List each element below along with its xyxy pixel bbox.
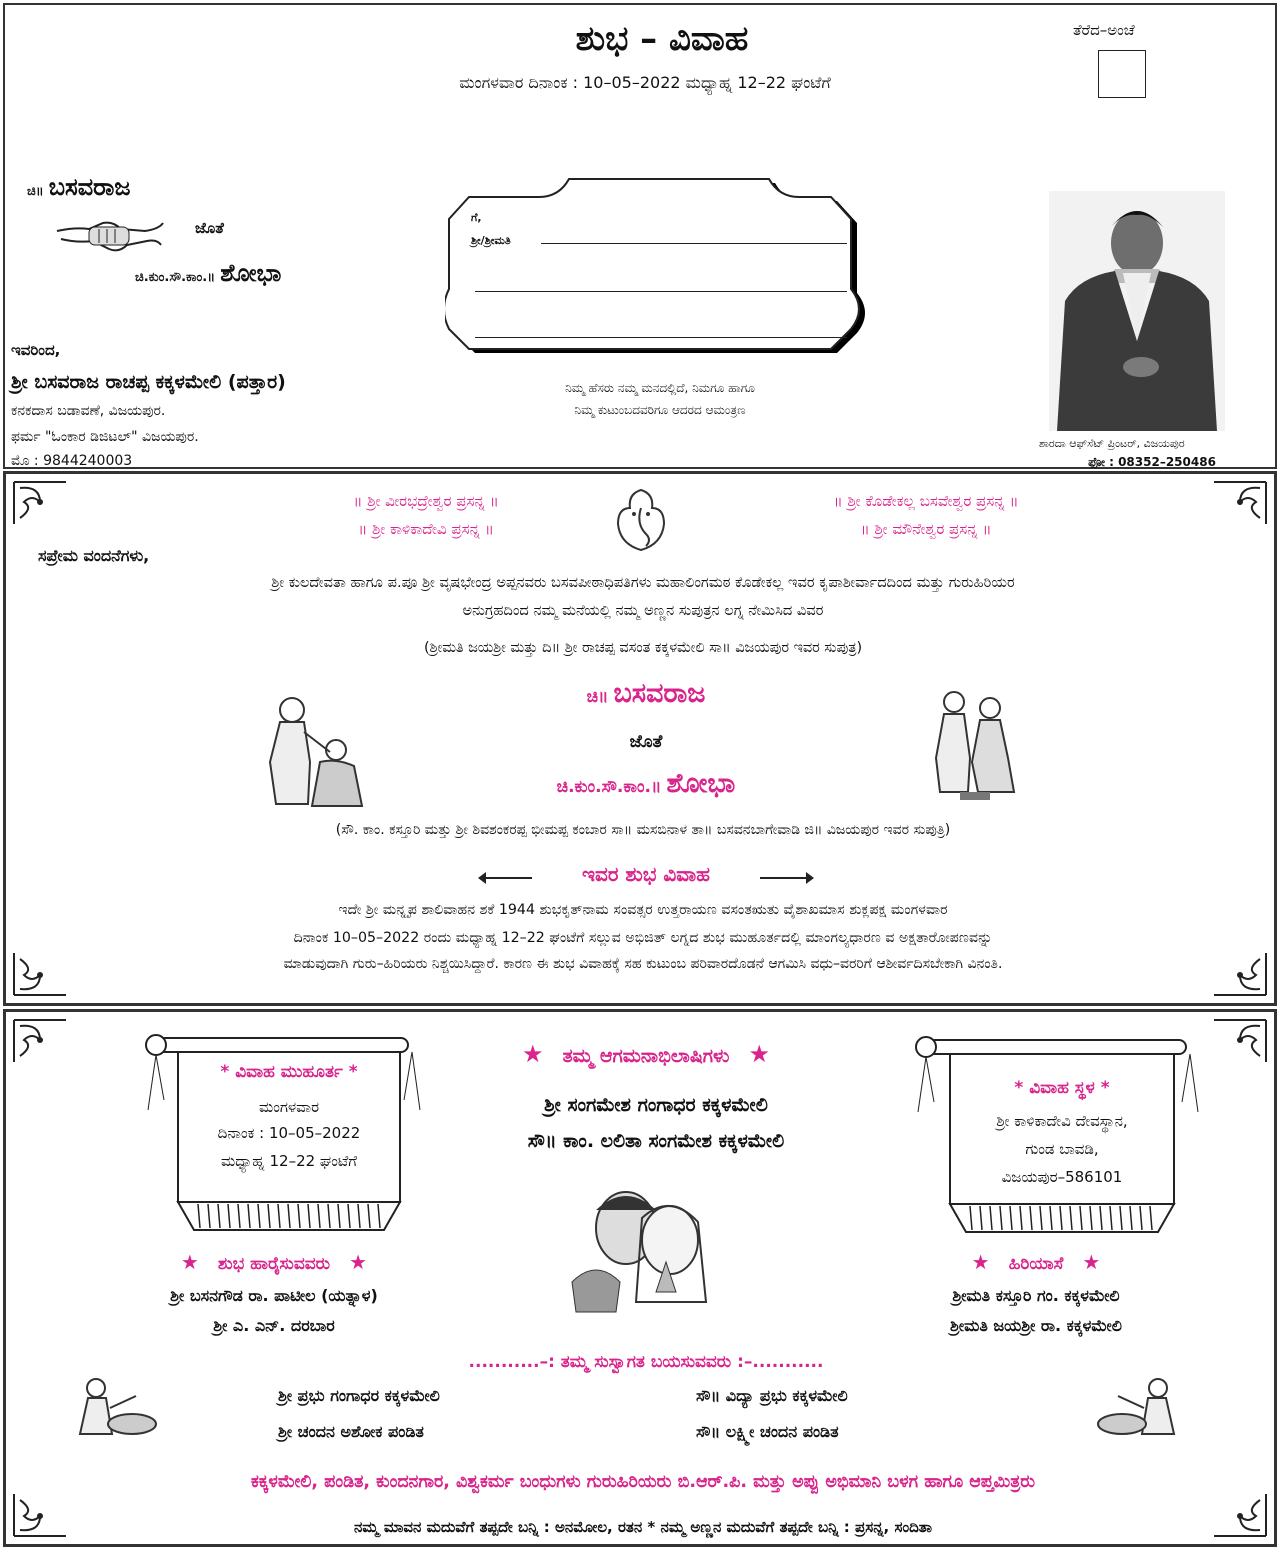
hosts-title: ತಮ್ಮ ಆಗಮನಾಭಿಲಾಷಿಗಳು	[562, 1045, 730, 1067]
address-note-1: ನಿಮ್ಮ ಹೆಸರು ನಮ್ಮ ಮನದಲ್ಲಿದೆ, ನಿಮಗೂ ಹಾಗೂ	[565, 381, 755, 395]
groom-parents: (ಶ್ರೀಮತಿ ಜಯಶ್ರೀ ಮತ್ತು ದಿ॥ ಶ್ರೀ ರಾಚಪ್ಪ ವಸಂತ ಕಕ್ಕಳಮೇಲಿ ಸಾ॥ ವಿಜಯಪುರ ಇವರ ಸುಪುತ್ರ)	[423, 640, 863, 656]
venue-title: * ವಿವಾಹ ಸ್ಥಳ *	[1014, 1078, 1110, 1098]
star-icon: ★	[1082, 1250, 1101, 1274]
ganesha-icon	[606, 484, 676, 556]
invite-panel	[3, 471, 1277, 1006]
sender-name: ಶ್ರೀ ಬಸವರಾಜ ರಾಚಪ್ಪ ಕಕ್ಕಳಮೇಲಿ (ಪತ್ತಾರ)	[11, 371, 286, 393]
corner-flourish-icon	[10, 478, 70, 528]
drummer-illustration-right	[1088, 1374, 1188, 1444]
hosts-heading	[436, 1040, 856, 1068]
welcome-left-1: ಶ್ರೀ ಪ್ರಭು ಗಂಗಾಧರ ಕಕ್ಕಳಮೇಲಿ	[278, 1386, 440, 1405]
muhurta-day: ಮಂಗಳವಾರ	[258, 1098, 320, 1116]
corner-flourish-icon	[1210, 478, 1270, 528]
bride-name-main	[396, 768, 896, 800]
corner-flourish-icon	[10, 1016, 70, 1066]
star-icon: ★	[748, 1040, 771, 1068]
elders-title: ಹಿರಿಯಾಸೆ	[1008, 1254, 1064, 1274]
host-line-2: ಸೌ॥ ಕಾಂ. ಲಲಿತಾ ಸಂಗಮೇಶ ಕಕ್ಕಳಮೇಲಿ	[527, 1130, 785, 1152]
groom-name: ಬಸವರಾಜ	[48, 173, 131, 201]
groom-prefix: ಚಿ॥	[27, 184, 44, 199]
invite-paragraph-2: ಅನುಗ್ರಹದಿಂದ ನಮ್ಮ ಮನೆಯಲ್ಲಿ ನಮ್ಮ ಅಣ್ಣನ ಸುಪುತ್ರನ ಲಗ್ನ ನೇಮಿಸಿದ ವಿವರ	[462, 602, 824, 619]
couple-illustration-center	[566, 1182, 726, 1318]
corner-flourish-icon	[10, 1490, 70, 1540]
blessing-left-1: ॥ ಶ್ರೀ ವೀರಭದ್ರೇಶ್ವರ ಪ್ರಸನ್ನ ॥	[353, 492, 499, 510]
venue-line-1: ಶ್ರೀ ಕಾಳಿಕಾದೇವಿ ದೇವಸ್ಥಾನ,	[996, 1112, 1128, 1130]
groom-prefix-main: ಚಿ॥	[586, 687, 609, 707]
address-to: ಗೆ,	[471, 211, 482, 224]
bride-main: ಶೋಭಾ	[666, 768, 736, 799]
muhurta-time: ಮಧ್ಯಾಹ್ನ 12–22 ಘಂಟೆಗೆ	[220, 1152, 357, 1170]
address-note-2: ನಿಮ್ಮ ಕುಟುಂಬದವರಿಗೂ ಆದರದ ಆಮಂತ್ರಣ	[574, 403, 746, 417]
wisher-line-2: ಶ್ರೀ ಎ. ಎನ್. ದರಬಾರ	[213, 1316, 335, 1335]
star-icon: ★	[180, 1250, 199, 1274]
invite-body-2: ದಿನಾಂಕ 10–05–2022 ರಂದು ಮಧ್ಯಾಹ್ನ 12–22 ಘಂಟೆಗೆ ಸಲ್ಲುವ ಅಭಿಜಿತ್ ಲಗ್ನದ ಶುಭ ಮುಹೂರ್ತದಲ್ಲಿ ಮಾಂಗಲ್ಯಧಾರಣ ವ ಅಕ್ಷತಾರೋಪಣವನ್ನು	[293, 930, 993, 946]
star-icon: ★	[521, 1040, 544, 1068]
divider-ornament-right-icon	[760, 868, 816, 888]
blessing-right-2: ॥ ಶ್ರೀ ಮೌನೇಶ್ವರ ಪ್ರಸನ್ನ ॥	[860, 520, 992, 538]
muhurta-title: * ವಿವಾಹ ಮುಹೂರ್ತ *	[220, 1062, 358, 1082]
host-line-1: ಶ್ರೀ ಸಂಗಮೇಶ ಗಂಗಾಧರ ಕಕ್ಕಳಮೇಲಿ	[544, 1094, 768, 1116]
groom-name-main	[396, 678, 896, 710]
drummer-illustration-left	[66, 1374, 166, 1444]
wisher-line-1: ಶ್ರೀ ಬಸನಗೌಡ ರಾ. ಪಾಟೀಲ (ಯತ್ನಾಳ)	[170, 1286, 378, 1305]
kids-line: ನಮ್ಮ ಮಾವನ ಮದುವೆಗೆ ತಪ್ಪದೇ ಬನ್ನಿ : ಅನಮೋಲ, ರತನ * ನಮ್ಮ ಅಣ್ಣನ ಮದುವೆಗೆ ತಪ್ಪದೇ ಬನ್ನಿ : ಪ್ರಸನ್ನ, ಸಂದಿತಾ	[353, 1518, 933, 1536]
wishers-title: ಶುಭ ಹಾರೈಸುವವರು	[217, 1254, 331, 1274]
invite-body-1: ಇದೇ ಶ್ರೀ ಮನ್ನೃಪ ಶಾಲಿವಾಹನ ಶಕೆ 1944 ಶುಭಕೃತ್‌ನಾಮ ಸಂವತ್ಸರ ಉತ್ತರಾಯಣ ವಸಂತಋತು ವೈಶಾಖಮಾಸ ಶುಕ್ಲಪಕ್ಷ ಮಂಗಳವಾರ	[338, 902, 948, 918]
couple-illustration-left	[250, 692, 370, 808]
welcome-title: ...........–: ತಮ್ಮ ಸುಸ್ವಾಗತ ಬಯಸುವವರು :–...........	[468, 1352, 824, 1372]
portrait-photo	[1049, 191, 1225, 431]
elder-line-1: ಶ್ರೀಮತಿ ಕಸ್ತೂರಿ ಗಂ. ಕಕ್ಕಳಮೇಲಿ	[952, 1286, 1120, 1305]
groom-name-top	[27, 173, 130, 201]
sender-phone: ಮೊ : 9844240003	[11, 453, 133, 469]
venue-banner	[904, 1032, 1204, 1244]
sender-address2: ಫರ್ಮ "ಓಂಕಾರ ಡಿಜಿಟಲ್" ವಿಜಯಪುರ.	[11, 429, 199, 445]
wedding-heading: ಇವರ ಶುಭ ವಿವಾಹ	[582, 862, 710, 886]
stamp-box	[1098, 50, 1146, 98]
date-line: ಮಂಗಳವಾರ ದಿನಾಂಕ : 10–05–2022 ಮಧ್ಯಾಹ್ನ 12–22 ಘಂಟೆಗೆ	[459, 73, 831, 92]
muhurta-date: ದಿನಾಂಕ : 10–05–2022	[217, 1124, 361, 1142]
sender-from: ಇವರಿಂದ,	[11, 341, 61, 359]
elders-heading	[886, 1250, 1186, 1274]
with-main: ಜೊತೆ	[629, 732, 663, 752]
postage-label: ತೆರೆದ–ಅಂಚೆ	[1073, 21, 1135, 39]
star-icon: ★	[971, 1250, 990, 1274]
greeting: ಸಪ್ರೇಮ ವಂದನೆಗಳು,	[38, 546, 150, 565]
star-icon: ★	[349, 1250, 368, 1274]
recipient-line-2[interactable]	[475, 291, 847, 292]
bride-prefix-main: ಚಿ.ಕುಂ.ಸೌ.ಕಾಂ.॥	[556, 777, 662, 797]
details-panel	[3, 1009, 1277, 1547]
bride-name: ಶೋಭಾ	[220, 259, 282, 287]
groom-main: ಬಸವರಾಜ	[613, 678, 706, 709]
invite-body-3: ಮಾಡುವುದಾಗಿ ಗುರು–ಹಿರಿಯರು ನಿಶ್ಚಯಿಸಿದ್ದಾರೆ. ಕಾರಣ ಈ ಶುಭ ವಿವಾಹಕ್ಕೆ ಸಹ ಕುಟುಂಬ ಪರಿವಾರದೊಡನೆ ಆಗಮಿಸಿ ವಧು–ವರರಿಗೆ ಆಶೀರ್ವದಿಸಬೇಕಾಗಿ ವಿನಂತಿ.	[283, 956, 1003, 972]
divider-ornament-left-icon	[476, 868, 532, 888]
printer-name: ಶಾರದಾ ಆಫ್‌ಸೆಟ್ ಪ್ರಿಂಟರ್, ವಿಜಯಪುರ	[1039, 437, 1185, 450]
card-title: ಶುಭ – ವಿವಾಹ	[575, 19, 749, 59]
wishers-heading	[106, 1250, 442, 1274]
invite-paragraph-1: ಶ್ರೀ ಕುಲದೇವತಾ ಹಾಗೂ ಪ.ಪೂ ಶ್ರೀ ವೃಷಭೇಂದ್ರ ಅಪ್ಪನವರು ಬಸವಪೀಠಾಧಿಪತಿಗಳು ಮಹಾಲಿಂಗಮಠ ಕೊಡೇಕಲ್ಲ ಇವರ ಕೃಪಾಶೀರ್ವಾದದಿಂದ ಮತ್ತು ಗುರುಹಿರಿಯರ	[271, 574, 1015, 591]
families-line: ಕಕ್ಕಳಮೇಲಿ, ಪಂಡಿತ, ಕುಂದನಗಾರ, ವಿಶ್ವಕರ್ಮ ಬಂಧುಗಳು ಗುರುಹಿರಿಯರು ಬಿ.ಆರ್.ಪಿ. ಮತ್ತು ಅಪ್ಪು ಅಭಿಮಾನಿ ಬಳಗ ಹಾಗೂ ಆಪ್ತಮಿತ್ರರು	[250, 1472, 1036, 1492]
elder-line-2: ಶ್ರೀಮತಿ ಜಯಶ್ರೀ ರಾ. ಕಕ್ಕಳಮೇಲಿ	[950, 1316, 1122, 1335]
blessing-left-2: ॥ ಶ್ರೀ ಕಾಳಿಕಾದೇವಿ ಪ್ರಸನ್ನ ॥	[358, 520, 494, 538]
recipient-line-3[interactable]	[475, 337, 847, 338]
with-top: ಜೊತೆ	[195, 219, 224, 237]
welcome-right-1: ಸೌ॥ ವಿದ್ಯಾ ಪ್ರಭು ಕಕ್ಕಳಮೇಲಿ	[696, 1386, 848, 1405]
welcome-left-2: ಶ್ರೀ ಚಂದನ ಅಶೋಕ ಪಂಡಿತ	[278, 1422, 424, 1441]
bride-parents: (ಸೌ. ಕಾಂ. ಕಸ್ತೂರಿ ಮತ್ತು ಶ್ರೀ ಶಿವಶಂಕರಪ್ಪ ಭೀಮಪ್ಪ ಕಂಬಾರ ಸಾ॥ ಮಸಬಿನಾಳ ತಾ॥ ಬಸವನಬಾಗೇವಾಡಿ ಜಿ॥ ವಿಜಯಪುರ ಇವರ ಸುಪುತ್ರಿ)	[335, 822, 951, 838]
sender-address1: ಕನಕದಾಸ ಬಡಾವಣೆ, ವಿಜಯಪುರ.	[11, 403, 166, 419]
printer-phone: ಫೋ : 08352–250486	[1088, 455, 1216, 469]
venue-line-2: ಗುಂಡ ಬಾವಡಿ,	[1025, 1140, 1099, 1158]
couple-illustration-right	[924, 688, 1024, 802]
blessing-right-1: ॥ ಶ್ರೀ ಕೊಡೇಕಲ್ಲ ಬಸವೇಶ್ವರ ಪ್ರಸನ್ನ ॥	[833, 492, 1019, 510]
bride-name-top	[135, 259, 281, 287]
recipient-label: ಶ್ರೀ/ಶ್ರೀಮತಿ	[471, 234, 511, 247]
recipient-line-1[interactable]	[541, 243, 847, 244]
handshake-icon	[55, 209, 165, 259]
bride-prefix: ಚಿ.ಕುಂ.ಸೌ.ಕಾಂ.॥	[135, 270, 216, 285]
welcome-right-2: ಸೌ॥ ಲಕ್ಷ್ಮೀ ಚಂದನ ಪಂಡಿತ	[696, 1422, 839, 1441]
venue-line-3: ವಿಜಯಪುರ–586101	[1001, 1168, 1123, 1186]
corner-flourish-icon	[1210, 1016, 1270, 1066]
top-panel	[3, 3, 1277, 469]
corner-flourish-icon	[1210, 1490, 1270, 1540]
